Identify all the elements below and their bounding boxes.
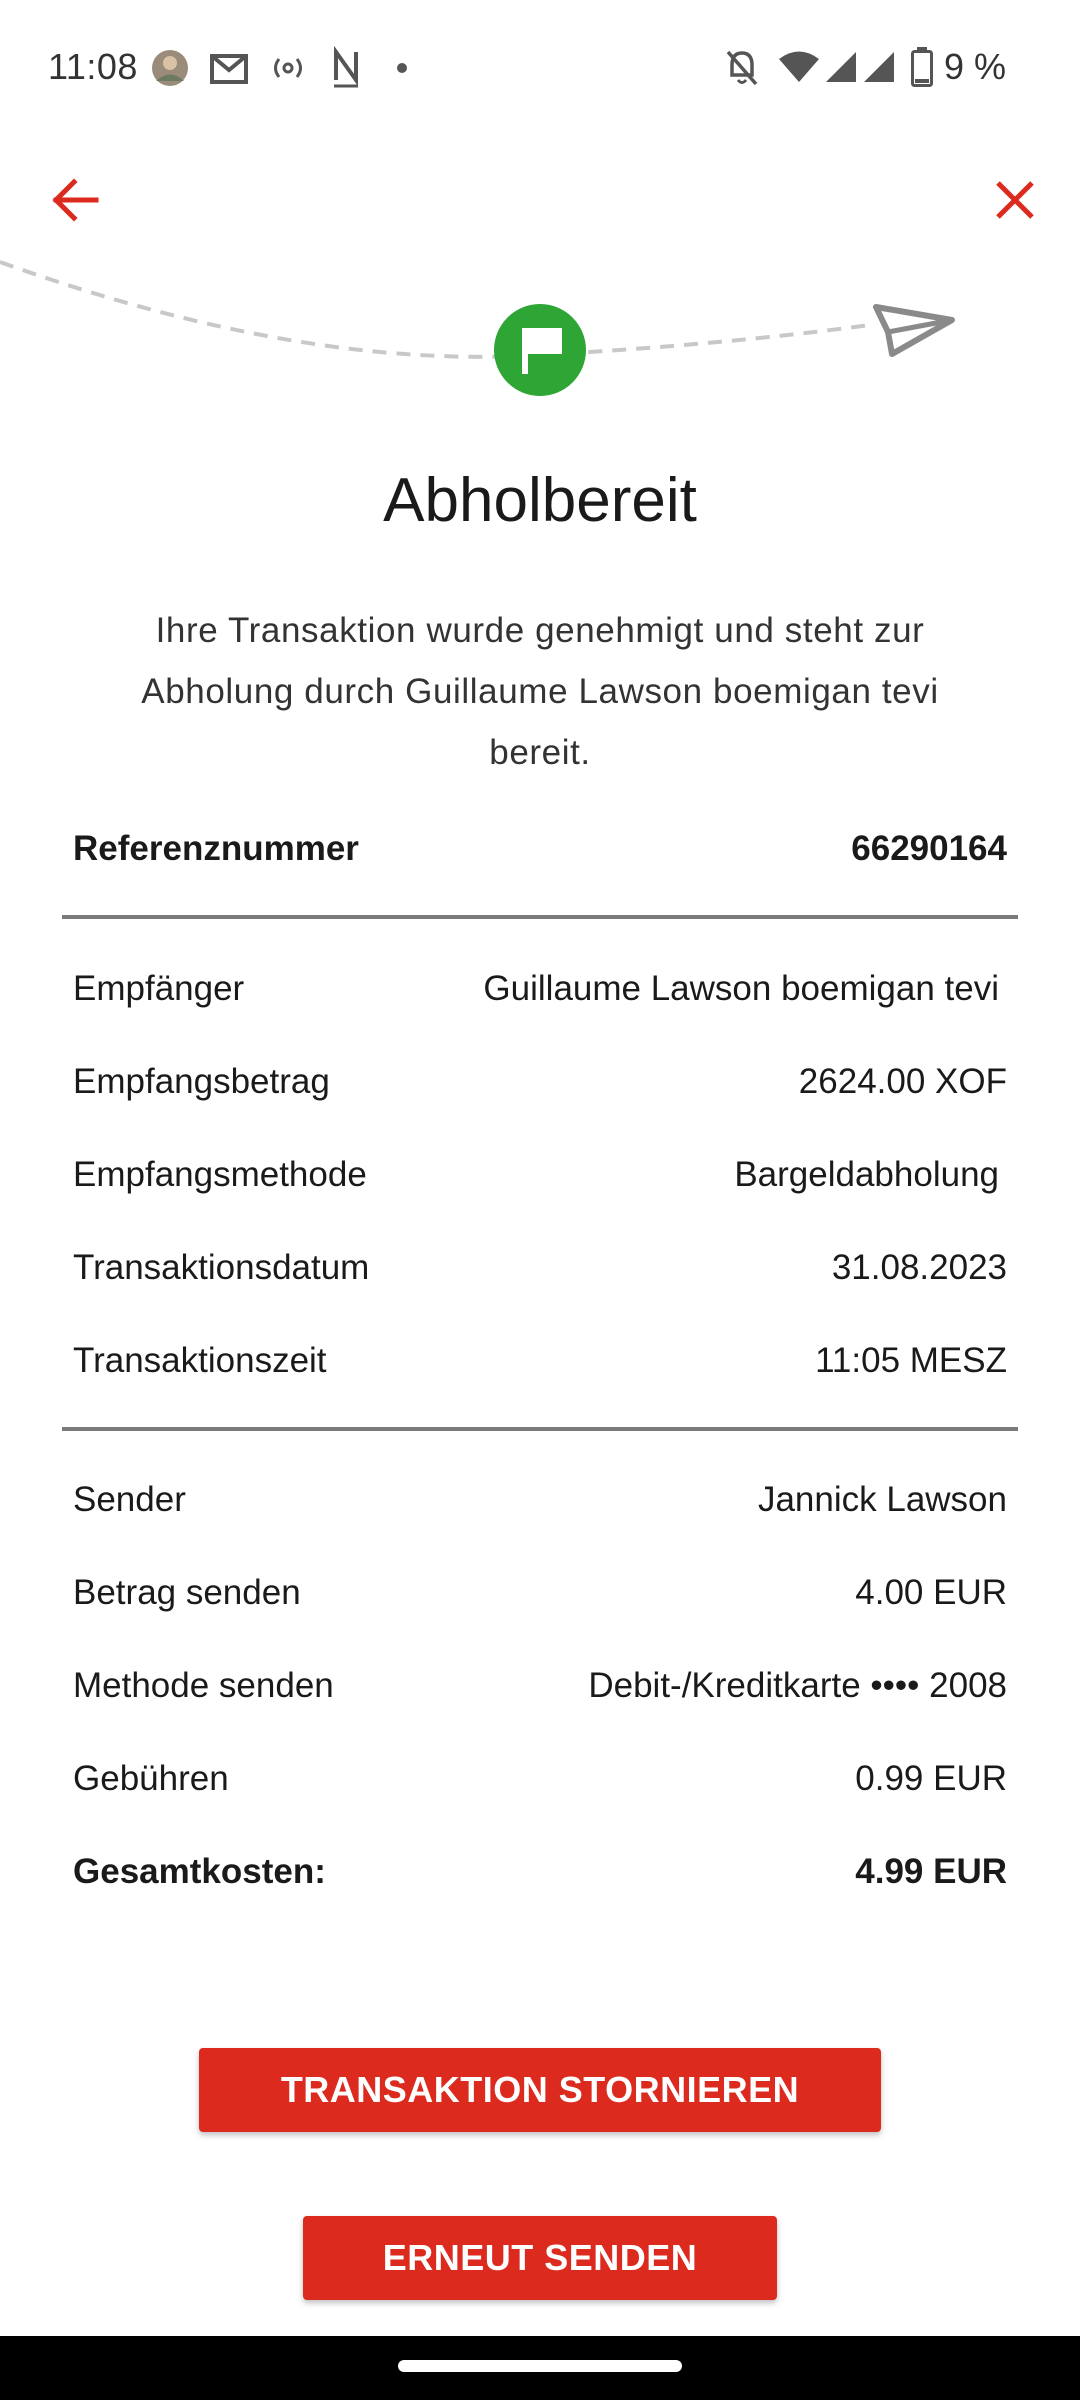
detail-value: 31.08.2023 (831, 1248, 1007, 1287)
detail-label: Betrag senden (73, 1573, 301, 1612)
dot-icon (396, 62, 408, 74)
detail-row-recipient (73, 959, 1007, 1019)
progress-path-graphic (0, 250, 1080, 420)
radio-broadcast-icon (268, 52, 308, 84)
detail-label: Empfangsbetrag (73, 1062, 330, 1101)
detail-label: Methode senden (73, 1666, 334, 1705)
detail-row-send-method (73, 1656, 1007, 1716)
detail-row-fees (73, 1749, 1007, 1809)
reference-row (73, 819, 1007, 879)
divider (62, 915, 1018, 919)
detail-value: 11:05 MESZ (815, 1341, 1007, 1380)
signal-icon (824, 50, 858, 84)
detail-value: Debit-/Kreditkarte •••• 2008 (588, 1666, 1007, 1705)
home-gesture-handle[interactable] (398, 2360, 682, 2372)
signal-icon (862, 50, 896, 84)
dashed-path (0, 262, 870, 357)
flag-icon (494, 304, 586, 396)
gmail-icon (210, 52, 248, 84)
battery-icon (910, 46, 934, 88)
resend-button[interactable]: ERNEUT SENDEN (303, 2216, 777, 2300)
n-app-icon (330, 46, 362, 88)
status-description: Ihre Transaktion wurde genehmigt und steht zur Abholung durch Guillaume Lawson boemigan tevi bereit. (141, 611, 939, 772)
system-nav-bar (0, 2336, 1080, 2400)
reference-value: 66290164 (851, 829, 1007, 868)
paper-plane-icon (876, 307, 952, 354)
status-bar (0, 0, 1080, 140)
wifi-icon (778, 50, 820, 84)
detail-row-transaction-time (73, 1331, 1007, 1391)
detail-row-sender (73, 1470, 1007, 1530)
detail-label: Sender (73, 1480, 186, 1519)
status-time: 11:08 (48, 46, 138, 87)
detail-row-receive-amount (73, 1052, 1007, 1112)
detail-value: 0.99 EUR (855, 1759, 1007, 1798)
close-icon (994, 179, 1036, 221)
detail-value: Bargeldabholung (734, 1155, 999, 1194)
bell-off-icon (724, 48, 760, 88)
detail-label: Empfänger (73, 969, 245, 1008)
battery-percent: 9 % (944, 46, 1007, 87)
page-title: Abholbereit (383, 466, 697, 535)
divider (62, 1427, 1018, 1431)
detail-row-receive-method (73, 1145, 1007, 1205)
detail-value: Guillaume Lawson boemigan tevi (483, 969, 999, 1008)
arrow-left-icon (50, 178, 100, 222)
detail-label: Transaktionszeit (73, 1341, 327, 1380)
detail-label: Empfangsmethode (73, 1155, 367, 1194)
detail-value: 4.00 EUR (855, 1573, 1007, 1612)
detail-label: Gebühren (73, 1759, 229, 1798)
reference-label: Referenznummer (73, 829, 359, 868)
detail-row-transaction-date (73, 1238, 1007, 1298)
cancel-transaction-button[interactable]: TRANSAKTION STORNIEREN (199, 2048, 881, 2132)
detail-row-send-amount (73, 1563, 1007, 1623)
back-button[interactable] (40, 165, 110, 235)
total-label: Gesamtkosten: (73, 1852, 326, 1891)
detail-value: Jannick Lawson (757, 1480, 1007, 1519)
detail-label: Transaktionsdatum (73, 1248, 370, 1287)
avatar-icon (150, 48, 190, 88)
detail-value: 2624.00 XOF (798, 1062, 1007, 1101)
total-value: 4.99 EUR (855, 1852, 1007, 1891)
total-row (73, 1842, 1007, 1902)
close-button[interactable] (980, 165, 1050, 235)
